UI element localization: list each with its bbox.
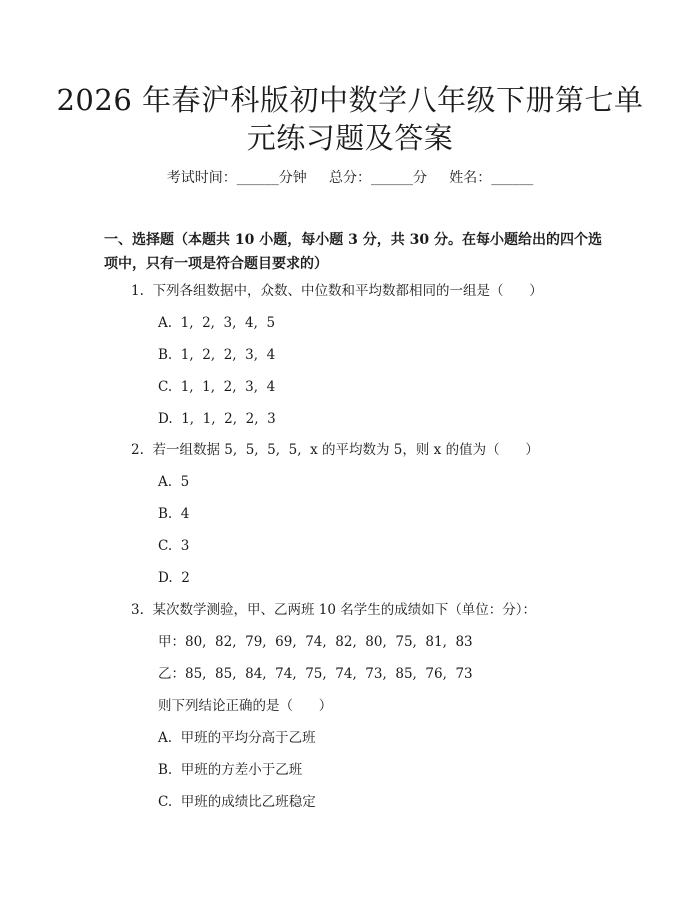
question-3-data-class-yi: 乙：85, 85, 84, 74, 75, 74, 73, 85, 76, 73 — [158, 666, 473, 682]
question-3-option-c: C. 甲班的成绩比乙班稳定 — [158, 794, 316, 810]
question-2-option-d: D. 2 — [158, 570, 190, 586]
question-1-option-b: B. 1, 2, 2, 3, 4 — [158, 347, 276, 363]
question-3-option-b: B. 甲班的方差小于乙班 — [158, 762, 303, 778]
question-3-data-class-jia: 甲：80, 82, 79, 69, 74, 82, 80, 75, 81, 83 — [158, 634, 473, 650]
document-title-line-2: 元练习题及答案 — [246, 121, 454, 155]
question-3-sub-stem: 则下列结论正确的是（ ） — [158, 698, 333, 714]
question-2-option-c: C. 3 — [158, 538, 190, 554]
question-2-stem: 2. 若一组数据 5, 5, 5, 5, x 的平均数为 5，则 x 的值为（ ） — [131, 442, 539, 458]
exam-info-line: 考试时间：______分钟 总分：______分 姓名：______ — [166, 170, 534, 186]
question-2-option-b: B. 4 — [158, 506, 190, 522]
question-1-option-d: D. 1, 1, 2, 2, 3 — [158, 411, 276, 427]
question-3-stem: 3. 某次数学测验，甲、乙两班 10 名学生的成绩如下（单位：分）： — [131, 602, 536, 618]
question-1-stem: 1. 下列各组数据中，众数、中位数和平均数都相同的一组是（ ） — [131, 283, 543, 299]
question-2-option-a: A. 5 — [158, 474, 190, 490]
document-title-line-1: 2026 年春沪科版初中数学八年级下册第七单 — [56, 83, 644, 117]
question-3-option-a: A. 甲班的平均分高于乙班 — [158, 730, 316, 746]
section-heading: 一、选择题（本题共 10 小题，每小题 3 分，共 30 分。在每小题给出的四个选项中，只有一项是符合题目要求的） — [104, 232, 602, 272]
question-1-option-c: C. 1, 1, 2, 3, 4 — [158, 379, 276, 395]
question-1-option-a: A. 1, 2, 3, 4, 5 — [158, 315, 276, 331]
